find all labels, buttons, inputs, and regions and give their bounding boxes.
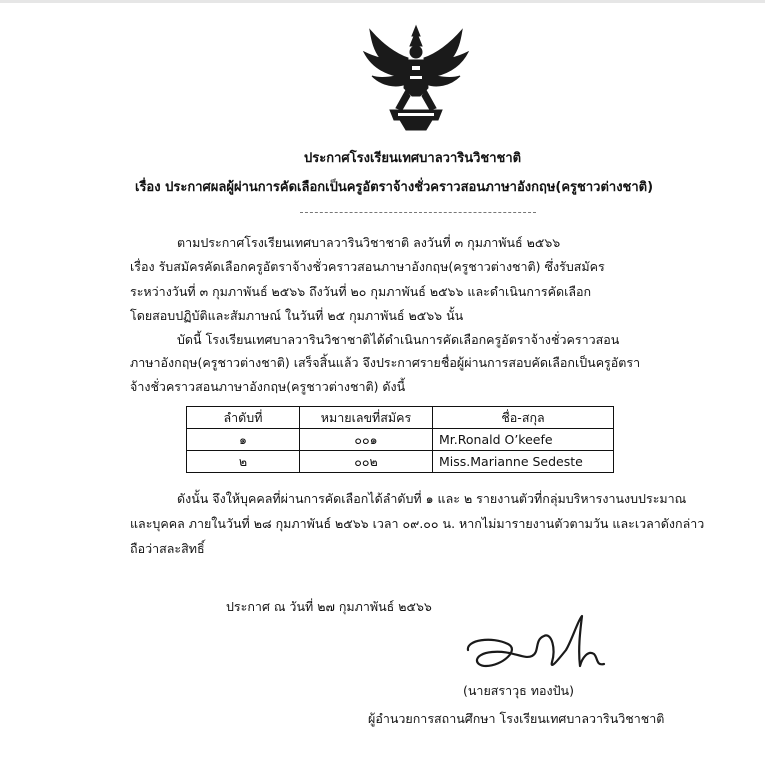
paragraph-2-line-3: จ้างชั่วคราวสอนภาษาอังกฤษ(ครูชาวต่างชาติ) ดังนี้: [130, 379, 406, 394]
paragraph-1-line-1: ตามประกาศโรงเรียนเทศบาลวารินวิชาชาติ ลงวันที่ ๓ กุมภาพันธ์ ๒๕๖๖: [177, 235, 561, 250]
garuda-emblem-icon: [360, 24, 472, 132]
paragraph-1-line-3: ระหว่างวันที่ ๓ กุมภาพันธ์ ๒๕๖๖ ถึงวันที่ ๒๐ กุมภาพันธ์ ๒๕๖๖ และดำเนินการคัดเลือก: [130, 284, 592, 299]
table-row: [187, 451, 614, 473]
announcement-subject: เรื่อง ประกาศผลผู้ผ่านการคัดเลือกเป็นครูอัตราจ้างชั่วคราวสอนภาษาอังกฤษ(ครูชาวต่างชาติ): [135, 180, 654, 195]
passed-candidates-table: [186, 406, 614, 473]
column-header-application-no: หมายเลขที่สมัคร: [300, 407, 433, 429]
paragraph-3-line-1: ดังนั้น จึงให้บุคคลที่ผ่านการคัดเลือกได้ลำดับที่ ๑ และ ๒ รายงานตัวที่กลุ่มบริหารงานงบประมาณ: [177, 491, 687, 506]
page-top-border: [0, 0, 765, 3]
signer-position: ผู้อำนวยการสถานศึกษา โรงเรียนเทศบาลวารินวิชาชาติ: [368, 711, 665, 726]
cell-application-no: ๐๐๑: [300, 429, 433, 451]
paragraph-2-line-1: บัดนี้ โรงเรียนเทศบาลวารินวิชาชาติได้ดำเนินการคัดเลือกครูอัตราจ้างชั่วคราวสอน: [177, 332, 620, 347]
column-header-full-name: ชื่อ-สกุล: [433, 407, 614, 429]
dashed-separator: [300, 212, 536, 213]
announcement-title: ประกาศโรงเรียนเทศบาลวารินวิชาชาติ: [304, 151, 522, 166]
paragraph-1-line-4: โดยสอบปฏิบัติและสัมภาษณ์ ในวันที่ ๒๕ กุมภาพันธ์ ๒๕๖๖ นั้น: [130, 308, 464, 323]
table-row: [187, 429, 614, 451]
cell-full-name: Miss.Marianne Sedeste: [433, 451, 614, 473]
column-header-order: ลำดับที่: [187, 407, 300, 429]
announcement-date: ประกาศ ณ วันที่ ๒๗ กุมภาพันธ์ ๒๕๖๖: [226, 599, 432, 614]
paragraph-2-line-2: ภาษาอังกฤษ(ครูชาวต่างชาติ) เสร็จสิ้นแล้ว จึงประกาศรายชื่อผู้ผ่านการสอบคัดเลือกเป็นครูอัตรา: [130, 355, 641, 370]
cell-order: ๑: [187, 429, 300, 451]
signer-name: (นายสราวุธ ทองปัน): [463, 683, 574, 698]
handwritten-signature: [462, 610, 612, 680]
paragraph-3-line-2: และบุคคล ภายในวันที่ ๒๘ กุมภาพันธ์ ๒๕๖๖ เวลา ๐๙.๐๐ น. หากไม่มารายงานตัวตามวัน และเวลาดังกล่าว: [130, 516, 705, 531]
paragraph-3-line-3: ถือว่าสละสิทธิ์: [130, 541, 205, 556]
paragraph-1-line-2: เรื่อง รับสมัครคัดเลือกครูอัตราจ้างชั่วคราวสอนภาษาอังกฤษ(ครูชาวต่างชาติ) ซึ่งรับสมัคร: [130, 259, 605, 274]
cell-application-no: ๐๐๒: [300, 451, 433, 473]
table-header-row: [187, 407, 614, 429]
cell-order: ๒: [187, 451, 300, 473]
cell-full-name: Mr.Ronald O’keefe: [433, 429, 614, 451]
